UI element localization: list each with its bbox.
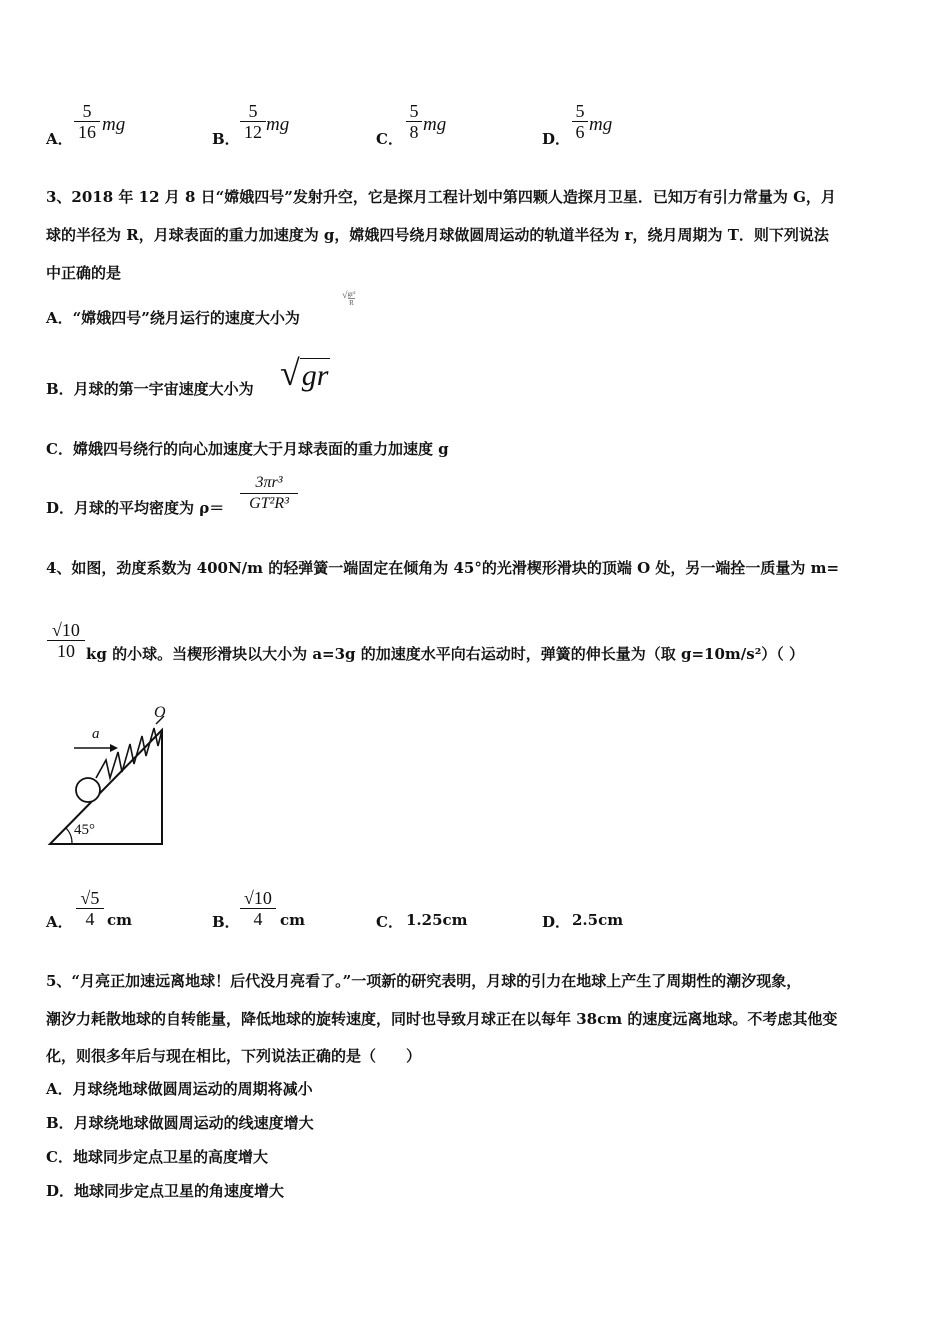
q4-mass-den: 10	[47, 640, 85, 661]
q2-option-d-den: 6	[572, 121, 588, 142]
q2-option-a-den: 16	[74, 121, 100, 142]
q4-stem-line1: 4、如图，劲度系数为 400N/m 的轻弹簧一端固定在倾角为 45°的光滑楔形滑块的顶端 O 处，另一端拴一质量为 m=	[46, 559, 840, 577]
q3-option-b-formula: √gr	[280, 353, 329, 393]
q4-option-c-label: C．	[376, 913, 403, 931]
q4-option-b-unit: cm	[280, 911, 306, 929]
wedge-diagram	[40, 700, 180, 850]
q2-option-b-unit: mg	[266, 114, 290, 135]
q3-option-c: C．嫦娥四号绕行的向心加速度大于月球表面的重力加速度 g	[46, 440, 449, 458]
q4-option-a-num: √5	[80, 888, 100, 908]
q2-option-d-label: D．	[542, 130, 571, 148]
q2-option-a-label: A．	[46, 130, 73, 148]
q4-option-a-fraction	[76, 888, 104, 929]
q2-option-d-unit: mg	[589, 114, 613, 135]
figure-label-o: O	[154, 704, 166, 721]
q2-option-b-den: 12	[240, 121, 266, 142]
q4-option-b-num: √10	[244, 888, 272, 908]
q2-option-c-label: C．	[376, 130, 403, 148]
q2-option-a-num: 5	[82, 101, 92, 121]
q3-option-a-formula-num: gr²	[347, 290, 356, 298]
q3-option-d-den: GT²R³	[240, 493, 298, 514]
q2-option-a-unit: mg	[102, 114, 126, 135]
q4-option-b-label: B．	[212, 913, 240, 931]
q5-option-d: D．地球同步定点卫星的角速度增大	[46, 1182, 285, 1200]
q2-option-d-num: 5	[575, 101, 585, 121]
q3-option-d-fraction	[240, 473, 298, 514]
ball	[76, 778, 100, 802]
q4-figure	[40, 700, 180, 850]
q4-option-a-label: A．	[46, 913, 73, 931]
q3-option-d-num: 3πr³	[255, 474, 283, 491]
q3-option-b-radicand: gr	[301, 359, 329, 392]
figure-label-a: a	[92, 726, 100, 742]
q3-option-d: D．月球的平均密度为 ρ＝	[46, 499, 225, 517]
q2-option-c-den: 8	[406, 121, 422, 142]
q2-option-c-num: 5	[409, 101, 419, 121]
q5-option-b: B．月球绕地球做圆周运动的线速度增大	[46, 1114, 314, 1132]
q4-option-d-text: 2.5cm	[572, 911, 624, 929]
spring	[96, 728, 162, 778]
q2-option-d-fraction	[572, 101, 588, 142]
q3-stem-line3: 中正确的是	[46, 264, 122, 282]
acceleration-arrowhead	[110, 744, 118, 752]
angle-arc	[66, 828, 72, 844]
q5-option-a: A．月球绕地球做圆周运动的周期将减小	[46, 1080, 313, 1098]
q3-option-a-formula: √ $\frac{\text{gr²}}{R}$	[342, 290, 356, 307]
q5-stem-line3: 化，则很多年后与现在相比，下列说法正确的是（ ）	[46, 1047, 422, 1065]
figure-label-angle: 45°	[74, 822, 95, 838]
q4-mass-fraction	[47, 620, 85, 661]
q2-option-b-num: 5	[248, 101, 258, 121]
q5-stem-line2: 潮汐力耗散地球的自转能量，降低地球的旋转速度，同时也导致月球正在以每年 38cm 的速度远离地球。不考虑其他变	[46, 1010, 838, 1028]
q3-stem-line2: 球的半径为 R，月球表面的重力加速度为 g，嫦娥四号绕月球做圆周运动的轨道半径为 r，绕月周期为 T．则下列说法	[46, 226, 829, 244]
q4-stem-line2: kg 的小球。当楔形滑块以大小为 a=3g 的加速度水平向右运动时，弹簧的伸长量为（取 g=10m/s²）（ ）	[86, 645, 805, 663]
q2-option-c-unit: mg	[423, 114, 447, 135]
q4-mass-num: √10	[52, 620, 80, 640]
q3-option-a: A．“嫦娥四号”绕月运行的速度大小为	[46, 309, 300, 327]
wedge-outline	[50, 730, 162, 844]
q4-option-b-den: 4	[240, 908, 276, 929]
q4-option-a-unit: cm	[107, 911, 133, 929]
q2-option-b-label: B．	[212, 130, 240, 148]
q3-option-b: B．月球的第一宇宙速度大小为	[46, 380, 254, 398]
q2-option-c-fraction	[406, 101, 422, 142]
q4-option-c-text: 1.25cm	[406, 911, 468, 929]
q2-option-b-fraction	[240, 101, 266, 142]
q2-option-a-fraction	[74, 101, 100, 142]
q5-stem-line1: 5、“月亮正加速远离地球！后代没月亮看了。”一项新的研究表明，月球的引力在地球上产生了周期性的潮汐现象，	[46, 972, 802, 990]
q3-stem-line1: 3、2018 年 12 月 8 日“嫦娥四号”发射升空，它是探月工程计划中第四颗人造探月卫星．已知万有引力常量为 G，月	[46, 188, 836, 206]
q5-option-c: C．地球同步定点卫星的高度增大	[46, 1148, 268, 1166]
q4-option-d-label: D．	[542, 913, 571, 931]
q4-option-b-fraction	[240, 888, 276, 929]
q3-option-a-formula-den: R	[349, 299, 354, 307]
q4-option-a-den: 4	[76, 908, 104, 929]
